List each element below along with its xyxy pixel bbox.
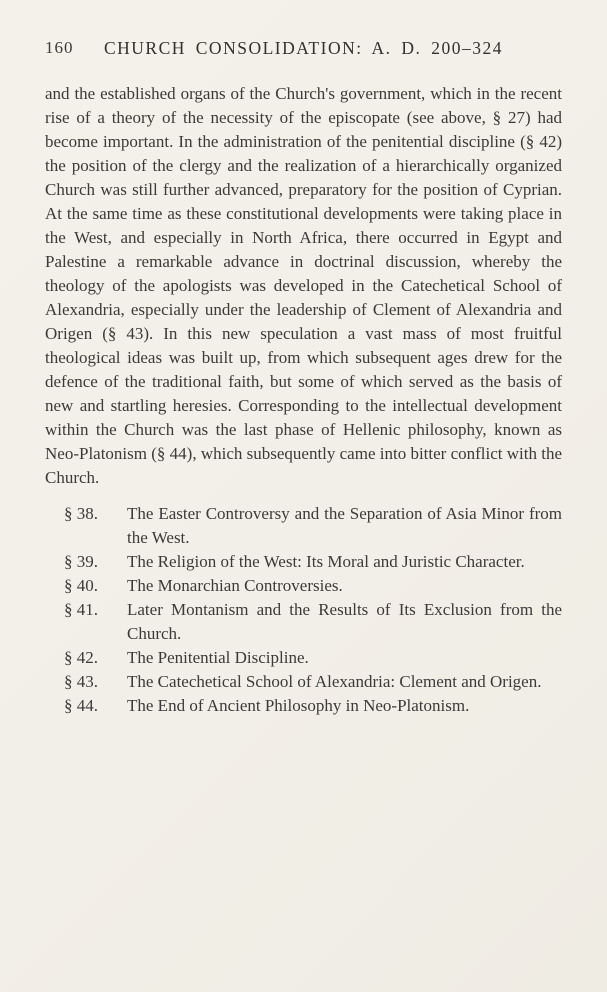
section-number: § 44. bbox=[64, 696, 98, 715]
section-item bbox=[64, 502, 562, 550]
section-number: § 38. bbox=[64, 504, 98, 523]
section-number: § 43. bbox=[64, 672, 98, 691]
section-text: The Penitential Discipline. bbox=[127, 648, 309, 667]
chapter-running-title: CHURCH CONSOLIDATION: A. D. 200–324 bbox=[103, 38, 504, 58]
section-number: § 39. bbox=[64, 552, 98, 571]
section-text: The Easter Controversy and the Separation of Asia Minor from the West. bbox=[127, 504, 562, 547]
section-number: § 41. bbox=[64, 600, 98, 619]
section-item bbox=[64, 670, 562, 694]
body-paragraph: and the established organs of the Church's government, which in the recent rise of a theory of the necessity of the episcopate (see above, § 27) had become important. In the administration of the penitential discipline (§ 42) the position of the clergy and the realization of a hierarchically organized Church was still further advanced, preparatory for the position of Cyprian. At the same time as these constitutional developments were taking place in the West, and especially in North Africa, there occurred in Egypt and Palestine a remarkable advance in doctrinal discussion, whereby the theology of the apologists was developed in the Catechetical School of Alexandria, especially under the leadership of Clement of Alexandria and Origen (§ 43). In this new speculation a vast mass of most fruitful theological ideas was built up, from which subsequent ages drew for the defence of the traditional faith, but some of which served as the basis of new and startling heresies. Corresponding to the intellectual development within the Church was the last phase of Hellenic philosophy, known as Neo-Platonism (§ 44), which subsequently came into bitter conflict with the Church. bbox=[45, 84, 562, 487]
section-list bbox=[64, 502, 562, 718]
section-item bbox=[64, 646, 562, 670]
section-item bbox=[64, 574, 562, 598]
section-text: The End of Ancient Philosophy in Neo-Platonism. bbox=[127, 696, 470, 715]
section-text: The Catechetical School of Alexandria: Clement and Origen. bbox=[127, 672, 542, 691]
section-item bbox=[64, 694, 562, 718]
section-text: The Religion of the West: Its Moral and Juristic Character. bbox=[127, 552, 525, 571]
section-number: § 42. bbox=[64, 648, 98, 667]
section-text: The Monarchian Controversies. bbox=[127, 576, 343, 595]
section-number: § 40. bbox=[64, 576, 98, 595]
section-item bbox=[64, 598, 562, 646]
page-number: 160 bbox=[45, 38, 74, 57]
page-header bbox=[45, 38, 562, 64]
section-item bbox=[64, 550, 562, 574]
section-text: Later Montanism and the Results of Its Exclusion from the Church. bbox=[127, 600, 562, 643]
